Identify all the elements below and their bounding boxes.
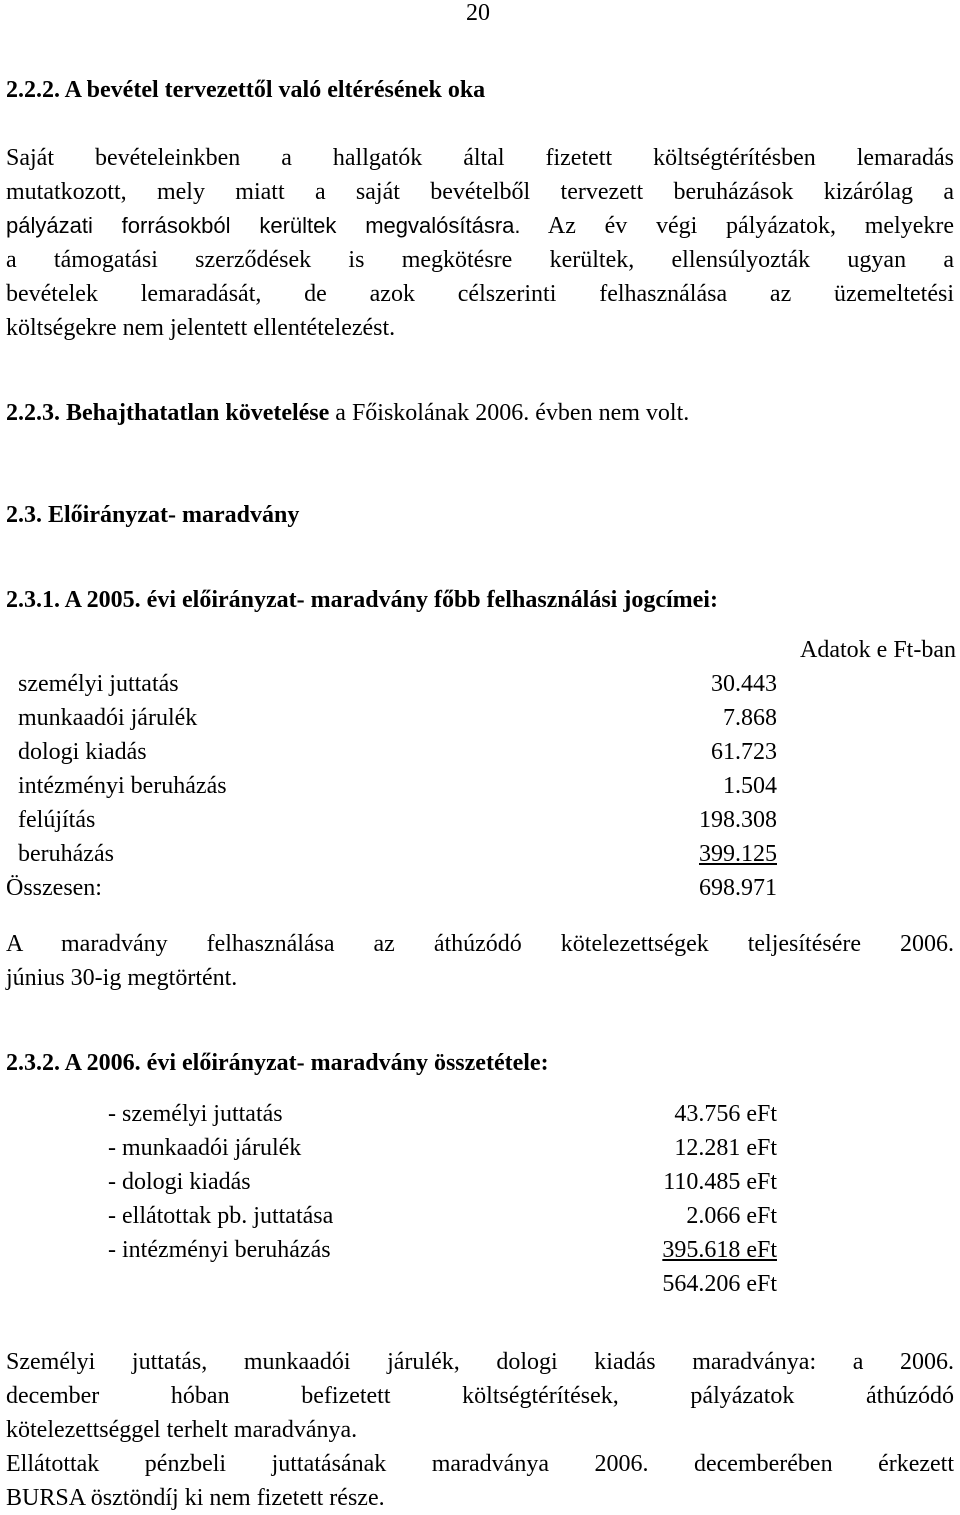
list-item-label: - munkaadói járulék bbox=[108, 1135, 302, 1161]
table-row-value: 30.443 bbox=[711, 671, 777, 697]
section-231-heading: 2.3.1. A 2005. évi előirányzat- maradvány főbb felhasználási jogcímei: bbox=[6, 587, 718, 613]
paragraph-line bbox=[6, 209, 954, 243]
table-row-label: beruházás bbox=[18, 841, 114, 867]
paragraph-line: BURSA ösztöndíj ki nem fizetett része. bbox=[6, 1485, 385, 1511]
section-232-heading: 2.3.2. A 2006. évi előirányzat- maradvány összetétele: bbox=[6, 1050, 549, 1076]
section-223-text: a Főiskolának 2006. évben nem volt. bbox=[329, 400, 690, 426]
list-item-value: 12.281 eFt bbox=[674, 1135, 777, 1161]
table-row-label: munkaadói járulék bbox=[18, 705, 198, 731]
table-row-label: felújítás bbox=[18, 807, 96, 833]
table-row-label: dologi kiadás bbox=[18, 739, 147, 765]
unit-note: Adatok e Ft-ban bbox=[800, 637, 956, 663]
section-223-line bbox=[6, 396, 689, 430]
total-value: 698.971 bbox=[699, 875, 777, 901]
section-23-heading: 2.3. Előirányzat- maradvány bbox=[6, 502, 300, 528]
list-item-value: 43.756 eFt bbox=[674, 1101, 777, 1127]
section-223-heading: 2.2.3. Behajthatatlan követelése bbox=[6, 400, 330, 426]
list-item-value: 110.485 eFt bbox=[663, 1169, 777, 1195]
paragraph-line: június 30-ig megtörtént. bbox=[6, 965, 238, 991]
list-item-label: - ellátottak pb. juttatása bbox=[108, 1203, 334, 1229]
paragraph-line: Saját bevételeinkben a hallgatók által fizetett költségtérítésben lemaradás bbox=[6, 145, 954, 171]
page-number: 20 bbox=[466, 0, 490, 26]
table-row-value: 198.308 bbox=[699, 807, 777, 833]
paragraph-line: december hóban befizetett költségtérítések, pályázatok áthúzódó bbox=[6, 1383, 954, 1409]
paragraph-line: A maradvány felhasználása az áthúzódó kötelezettségek teljesítésére 2006. bbox=[6, 931, 954, 957]
total-value: 564.206 eFt bbox=[662, 1271, 777, 1297]
paragraph-line: költségekre nem jelentett ellentételezést. bbox=[6, 315, 396, 341]
paragraph-line: bevételek lemaradását, de azok célszerinti felhasználása az üzemeltetési bbox=[6, 281, 954, 307]
table-row-label: intézményi beruházás bbox=[18, 773, 227, 799]
paragraph-line: mutatkozott, mely miatt a saját bevételből tervezett beruházások kizárólag a bbox=[6, 179, 954, 205]
paragraph-line-part: pályázati forrásokból kerültek megvalósításra. bbox=[6, 213, 521, 238]
section-222-heading: 2.2.2. A bevétel tervezettől való eltérésének oka bbox=[6, 77, 486, 103]
list-item-value: 2.066 eFt bbox=[686, 1203, 777, 1229]
list-item-label: - intézményi beruházás bbox=[108, 1237, 331, 1263]
paragraph-line: Személyi juttatás, munkaadói járulék, dologi kiadás maradványa: a 2006. bbox=[6, 1349, 954, 1375]
table-row-value: 61.723 bbox=[711, 739, 777, 765]
table-row-value: 7.868 bbox=[723, 705, 777, 731]
total-label: Összesen: bbox=[6, 875, 102, 901]
paragraph-line: a támogatási szerződések is megkötésre kerültek, ellensúlyozták ugyan a bbox=[6, 247, 954, 273]
table-row-label: személyi juttatás bbox=[18, 671, 179, 697]
list-item-label: - dologi kiadás bbox=[108, 1169, 251, 1195]
paragraph-line-part: Az év végi pályázatok, melyekre bbox=[547, 213, 954, 239]
paragraph-line: kötelezettséggel terhelt maradványa. bbox=[6, 1417, 358, 1443]
table-row-value: 1.504 bbox=[723, 773, 777, 799]
list-item-label: - személyi juttatás bbox=[108, 1101, 283, 1127]
paragraph-line: Ellátottak pénzbeli juttatásának maradványa 2006. decemberében érkezett bbox=[6, 1451, 954, 1477]
table-row-value: 399.125 bbox=[699, 841, 777, 867]
list-item-value: 395.618 eFt bbox=[662, 1237, 777, 1263]
